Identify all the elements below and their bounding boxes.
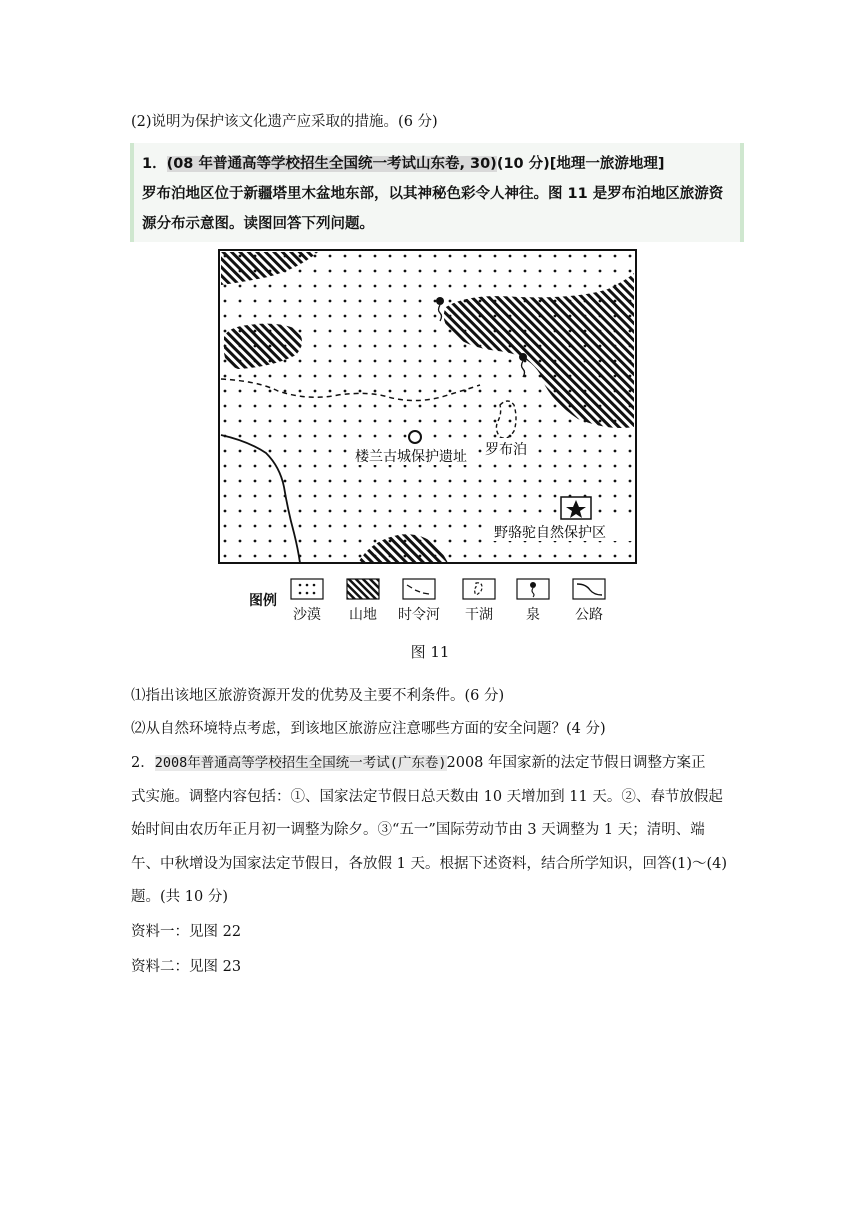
material-1: 资料一：见图 22 xyxy=(131,924,242,940)
seasonal-river-icon xyxy=(402,578,436,600)
legend-title: 图例 xyxy=(249,593,277,609)
legend-item-spring xyxy=(503,578,563,624)
legend-item-desert xyxy=(277,578,337,624)
dry-lake-icon xyxy=(462,578,496,600)
lop-nur-map xyxy=(218,249,637,569)
question-1-title-line xyxy=(142,149,732,179)
previous-question: (2)说明为保护该文化遗产应采取的措施。(6 分) xyxy=(131,114,438,130)
legend-label: 公路 xyxy=(575,607,603,623)
lop-nur-label: 罗布泊 xyxy=(485,442,527,458)
legend-label: 沙漠 xyxy=(293,607,321,623)
problem-2-number: 2． xyxy=(131,755,155,771)
problem-2-text: 题。(共 10 分) xyxy=(131,889,228,905)
exam-source: (08 年普通高等学校招生全国统一考试山东卷, 30) xyxy=(166,156,497,172)
loulan-label: 楼兰古城保护遗址 xyxy=(355,449,467,465)
problem-2-source: 2008年普通高等学校招生全国统一考试(广东卷) xyxy=(154,755,447,771)
problem-2-text: 2008 年国家新的法定节假日调整方案正 xyxy=(446,755,706,771)
loulan-site-marker xyxy=(409,431,421,443)
subquestion-1: ⑴指出该地区旅游资源开发的优势及主要不利条件。(6 分) xyxy=(131,688,505,704)
map-svg xyxy=(218,249,637,565)
legend-label: 泉 xyxy=(526,607,540,623)
intro-line: 源分布示意图。读图回答下列问题。 xyxy=(142,216,374,232)
question-number: 1． xyxy=(142,156,167,172)
problem-2-text: 午、中秋增设为国家法定节假日，各放假 1 天。根据下述资料，结合所学知识，回答(1)～(4) xyxy=(131,856,728,872)
question-1-header-box xyxy=(130,143,744,242)
map-legend xyxy=(249,578,669,628)
spring-icon xyxy=(516,578,550,600)
subquestion-2: ⑵从自然环境特点考虑，到该地区旅游应注意哪些方面的安全问题？(4 分) xyxy=(131,721,606,737)
figure-caption: 图 11 xyxy=(410,643,450,661)
problem-2-first-line xyxy=(131,753,706,773)
legend-label: 干湖 xyxy=(465,607,493,623)
problem-2-text: 式实施。调整内容包括：①、国家法定节假日总天数由 10 天增加到 11 天。②、春节放假起 xyxy=(131,789,723,805)
mountain-hatch-icon xyxy=(346,578,380,600)
intro-line: 罗布泊地区位于新疆塔里木盆地东部，以其神秘色彩令人神往。图 11 是罗布泊地区旅游资 xyxy=(142,186,724,202)
question-score-topic: (10 分)[地理一旅游地理] xyxy=(496,156,665,172)
road-icon xyxy=(572,578,606,600)
desert-dots-icon xyxy=(290,578,324,600)
legend-item-mountain xyxy=(333,578,393,624)
camel-reserve-label: 野骆驼自然保护区 xyxy=(494,525,606,541)
legend-label: 山地 xyxy=(349,607,377,623)
legend-item-seasonal-river xyxy=(389,578,449,624)
material-2: 资料二：见图 23 xyxy=(131,959,242,975)
legend-label: 时令河 xyxy=(398,607,440,623)
legend-item-dry-lake xyxy=(449,578,509,624)
legend-item-road xyxy=(559,578,619,624)
problem-2-text: 始时间由农历年正月初一调整为除夕。③“五一”国际劳动节由 3 天调整为 1 天；清明、端 xyxy=(131,822,705,838)
